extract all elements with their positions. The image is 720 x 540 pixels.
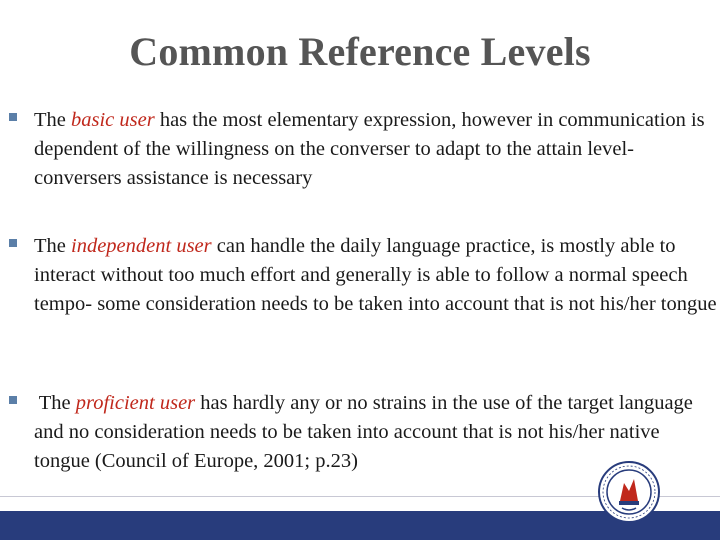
- bullet-term: independent user: [71, 235, 212, 257]
- bullet-text-post: can handle the daily language practice, is mostly able to interact without too much effort and generally is able to follow a normal speech tempo- some consideration needs to be taken into account that is not his/her tongue: [34, 235, 717, 315]
- slide-title: Common Reference Levels: [129, 29, 591, 74]
- square-bullet-icon: [9, 239, 17, 247]
- bullet-term: basic user: [71, 109, 155, 131]
- bullet-item-independent-user: [34, 232, 720, 319]
- bullet-term: proficient user: [75, 392, 196, 414]
- square-bullet-icon: [9, 396, 17, 404]
- square-bullet-icon: [9, 113, 17, 121]
- bullet-item-basic-user: [34, 106, 720, 193]
- bullet-text-pre: The: [34, 235, 71, 257]
- bullet-text-post: has hardly any or no strains in the use of the target language and no consideration needs to be taken into account that is not his/her native tongue (Council of Europe, 2001; p.23): [34, 392, 693, 472]
- bullet-text-pre: The: [34, 392, 76, 414]
- bullet-text-post: has the most elementary expression, however in communication is dependent of the willingness on the converser to adapt to the attain level- conversers assistance is necessary: [34, 109, 705, 189]
- bullet-text-pre: The: [34, 109, 71, 131]
- university-seal-icon: [598, 461, 660, 523]
